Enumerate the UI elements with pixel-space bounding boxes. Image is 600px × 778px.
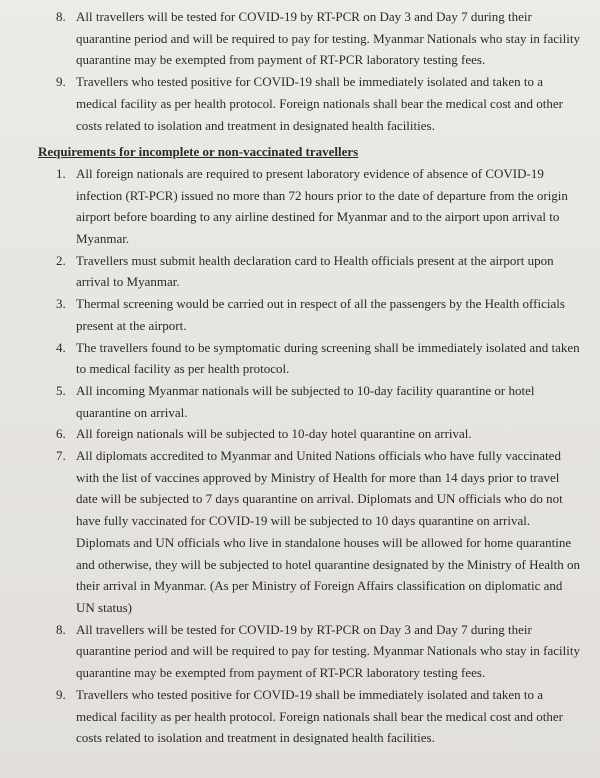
item-number: 9. <box>56 74 66 90</box>
list-item <box>40 619 582 684</box>
item-text: Travellers must submit health declaration card to Health officials present at the airport upon arrival to Myanmar. <box>76 252 554 290</box>
item-text: Travellers who tested positive for COVID-19 shall be immediately isolated and taken to a medical facility as per health protocol. Foreign nationals shall bear the medical cost and other costs related to isolation and treatment in designated health facilities. <box>76 686 563 746</box>
item-number: 1. <box>56 165 66 181</box>
list-item <box>40 293 582 336</box>
item-text: Travellers who tested positive for COVID-19 shall be immediately isolated and taken to a medical facility as per health protocol. Foreign nationals shall bear the medical cost and other costs related to isolation and treatment in designated health facilities. <box>76 74 563 133</box>
list-item <box>40 684 582 749</box>
list-item <box>40 6 582 71</box>
item-text: All diplomats accredited to Myanmar and United Nations officials who have fully vaccinated with the list of vaccines approved by Ministry of Health for more than 14 days prior to travel date will be subjected to 7 days quarantine on arrival. Diplomats and UN officials who do not have fully vaccinated for COVID-19 will be subjected to 10 days quarantine on arrival. Diplomats and UN officials who live in standalone houses will be allowed for home quarantine and otherwise, they will be subjected to hotel quarantine designated by the Ministry of Health on their arrival in Myanmar. (As per Ministry of Foreign Affairs classification on diplomatic and UN status) <box>76 448 580 615</box>
top-list <box>40 6 582 136</box>
item-text: The travellers found to be symptomatic during screening shall be immediately isolated and taken to medical facility as per health protocol. <box>76 339 580 377</box>
list-item <box>40 423 582 445</box>
item-text: Thermal screening would be carried out in respect of all the passengers by the Health officials present at the airport. <box>76 296 565 333</box>
list-item <box>40 71 582 136</box>
item-number: 3. <box>56 296 66 312</box>
item-number: 2. <box>56 252 66 268</box>
item-number: 8. <box>56 9 66 24</box>
item-text: All foreign nationals will be subjected to 10-day hotel quarantine on arrival. <box>76 426 472 442</box>
section-heading: Requirements for incomplete or non-vaccinated travellers <box>38 144 359 160</box>
item-text: All foreign nationals are required to present laboratory evidence of absence of COVID-19 infection (RT-PCR) issued no more than 72 hours prior to the date of departure from the origin airport before boarding to any airline destined for Myanmar and to the airport upon arrival to Myanmar. <box>76 165 568 247</box>
item-number: 8. <box>56 621 66 637</box>
list-item <box>40 250 582 293</box>
list-item <box>40 337 582 380</box>
list-item <box>40 380 582 423</box>
item-text: All incoming Myanmar nationals will be subjected to 10-day facility quarantine or hotel quarantine on arrival. <box>76 382 535 420</box>
requirements-list <box>40 163 582 749</box>
item-text: All travellers will be tested for COVID-19 by RT-PCR on Day 3 and Day 7 during their quarantine period and will be required to pay for testing. Myanmar Nationals who stay in facility quarantine may be exempted from payment of RT-PCR laboratory testing fees. <box>76 9 580 68</box>
item-number: 9. <box>56 686 66 702</box>
item-number: 5. <box>56 382 66 398</box>
item-text: All travellers will be tested for COVID-19 by RT-PCR on Day 3 and Day 7 during their quarantine period and will be required to pay for testing. Myanmar Nationals who stay in facility quarantine may be exempted from payment of RT-PCR laboratory testing fees. <box>76 621 580 681</box>
item-number: 6. <box>56 426 66 442</box>
item-number: 4. <box>56 339 66 355</box>
list-item <box>40 445 582 619</box>
list-item <box>40 163 582 250</box>
item-number: 7. <box>56 448 66 464</box>
